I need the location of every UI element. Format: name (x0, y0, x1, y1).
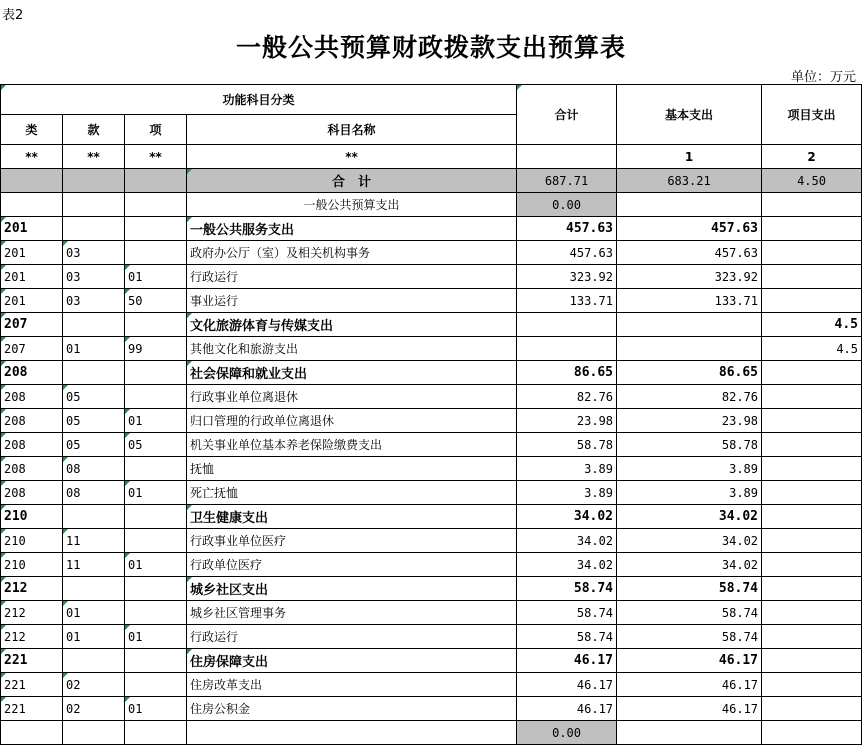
cell-basic: 457.63 (617, 241, 762, 265)
cell-lei: 207 (1, 313, 63, 337)
cell-xiang: 01 (125, 553, 187, 577)
cell-lei: 210 (1, 553, 63, 577)
cell-basic: 34.02 (617, 505, 762, 529)
footer-xiang (125, 721, 187, 745)
cell-basic: 86.65 (617, 361, 762, 385)
cell-xiang: 01 (125, 409, 187, 433)
cell-total: 457.63 (517, 241, 617, 265)
table-row (1, 553, 862, 577)
cell-project (762, 433, 862, 457)
cell-kuan: 02 (63, 697, 125, 721)
cell-xiang (125, 313, 187, 337)
unit-label: 单位：万元 (790, 70, 856, 85)
table-row (1, 385, 862, 409)
cell-lei: 208 (1, 361, 63, 385)
cell-total: 58.74 (517, 577, 617, 601)
header-row-1 (1, 85, 862, 115)
cell-lei: 207 (1, 337, 63, 361)
cell-lei: 208 (1, 481, 63, 505)
cell-kuan: 05 (63, 409, 125, 433)
cell-total: 3.89 (517, 457, 617, 481)
cell-basic: 34.02 (617, 553, 762, 577)
footer-total: 0.00 (517, 721, 617, 745)
cell-basic: 58.78 (617, 433, 762, 457)
cell-lei: 201 (1, 241, 63, 265)
header-project: 项目支出 (762, 85, 862, 145)
cell-project: 4.5 (762, 337, 862, 361)
cell-xiang (125, 601, 187, 625)
sheet-label: 表2 (2, 8, 24, 23)
cell-lei: 221 (1, 649, 63, 673)
cell-lei: 201 (1, 217, 63, 241)
cell-kuan: 05 (63, 433, 125, 457)
cell-basic: 3.89 (617, 481, 762, 505)
section-blank-basic (617, 193, 762, 217)
cell-project (762, 601, 862, 625)
index-name: ** (187, 145, 517, 169)
cell-kuan: 01 (63, 601, 125, 625)
cell-kuan: 11 (63, 553, 125, 577)
section-label: 一般公共预算支出 (187, 193, 517, 217)
cell-lei: 210 (1, 529, 63, 553)
cell-lei: 208 (1, 433, 63, 457)
cell-kuan: 02 (63, 673, 125, 697)
cell-total: 133.71 (517, 289, 617, 313)
table-row (1, 433, 862, 457)
index-row (1, 145, 862, 169)
cell-lei: 208 (1, 457, 63, 481)
cell-project (762, 457, 862, 481)
cell-kuan: 08 (63, 481, 125, 505)
cell-basic: 323.92 (617, 265, 762, 289)
cell-lei: 221 (1, 697, 63, 721)
footer-kuan (63, 721, 125, 745)
table-row (1, 361, 862, 385)
section-row (1, 193, 862, 217)
cell-xiang: 01 (125, 481, 187, 505)
footer-lei (1, 721, 63, 745)
cell-project (762, 265, 862, 289)
cell-kuan: 05 (63, 385, 125, 409)
table-row (1, 265, 862, 289)
section-total: 0.00 (517, 193, 617, 217)
cell-kuan: 01 (63, 337, 125, 361)
cell-total: 34.02 (517, 553, 617, 577)
grand-total-project: 4.50 (762, 169, 862, 193)
footer-basic (617, 721, 762, 745)
cell-kuan: 01 (63, 625, 125, 649)
cell-name: 城乡社区支出 (187, 577, 517, 601)
header-basic: 基本支出 (617, 85, 762, 145)
cell-name: 其他文化和旅游支出 (187, 337, 517, 361)
total-blank-kuan (63, 169, 125, 193)
cell-basic (617, 337, 762, 361)
cell-basic: 82.76 (617, 385, 762, 409)
cell-name: 归口管理的行政单位离退休 (187, 409, 517, 433)
grand-total-row (1, 169, 862, 193)
cell-total (517, 337, 617, 361)
table-row (1, 601, 862, 625)
grand-total-basic: 683.21 (617, 169, 762, 193)
cell-name: 政府办公厅（室）及相关机构事务 (187, 241, 517, 265)
footer-name (187, 721, 517, 745)
cell-total: 34.02 (517, 529, 617, 553)
cell-total: 46.17 (517, 673, 617, 697)
cell-kuan (63, 577, 125, 601)
cell-name: 住房改革支出 (187, 673, 517, 697)
cell-kuan: 03 (63, 265, 125, 289)
cell-basic: 457.63 (617, 217, 762, 241)
cell-total: 46.17 (517, 649, 617, 673)
header-function-group: 功能科目分类 (1, 85, 517, 115)
cell-project (762, 505, 862, 529)
total-blank-lei (1, 169, 63, 193)
cell-xiang (125, 241, 187, 265)
cell-total: 46.17 (517, 697, 617, 721)
cell-xiang (125, 385, 187, 409)
cell-kuan (63, 649, 125, 673)
cell-total: 3.89 (517, 481, 617, 505)
cell-name: 住房公积金 (187, 697, 517, 721)
cell-name: 一般公共服务支出 (187, 217, 517, 241)
cell-project (762, 481, 862, 505)
cell-basic: 46.17 (617, 673, 762, 697)
header-total: 合计 (517, 85, 617, 145)
cell-name: 行政单位医疗 (187, 553, 517, 577)
table-row (1, 481, 862, 505)
cell-project (762, 673, 862, 697)
cell-total: 323.92 (517, 265, 617, 289)
cell-total: 34.02 (517, 505, 617, 529)
cell-project (762, 577, 862, 601)
cell-basic: 58.74 (617, 577, 762, 601)
cell-xiang (125, 529, 187, 553)
table-row (1, 241, 862, 265)
header-kuan: 款 (63, 115, 125, 145)
cell-name: 住房保障支出 (187, 649, 517, 673)
cell-name: 死亡抚恤 (187, 481, 517, 505)
cell-kuan (63, 361, 125, 385)
cell-basic: 46.17 (617, 649, 762, 673)
cell-project (762, 361, 862, 385)
cell-xiang: 01 (125, 697, 187, 721)
cell-project (762, 625, 862, 649)
cell-kuan: 08 (63, 457, 125, 481)
header-name: 科目名称 (187, 115, 517, 145)
cell-basic (617, 313, 762, 337)
cell-xiang (125, 217, 187, 241)
cell-xiang: 05 (125, 433, 187, 457)
cell-lei: 210 (1, 505, 63, 529)
grand-total-value: 687.71 (517, 169, 617, 193)
cell-name: 抚恤 (187, 457, 517, 481)
cell-total: 457.63 (517, 217, 617, 241)
cell-basic: 46.17 (617, 697, 762, 721)
cell-lei: 212 (1, 601, 63, 625)
cell-total: 86.65 (517, 361, 617, 385)
cell-name: 行政运行 (187, 625, 517, 649)
cell-name: 行政运行 (187, 265, 517, 289)
header-xiang: 项 (125, 115, 187, 145)
table-row (1, 289, 862, 313)
cell-kuan (63, 313, 125, 337)
cell-total: 23.98 (517, 409, 617, 433)
cell-lei: 221 (1, 673, 63, 697)
cell-xiang (125, 505, 187, 529)
header-lei: 类 (1, 115, 63, 145)
cell-xiang (125, 361, 187, 385)
total-blank-xiang (125, 169, 187, 193)
cell-name: 行政事业单位离退休 (187, 385, 517, 409)
cell-lei: 201 (1, 289, 63, 313)
cell-project (762, 409, 862, 433)
cell-project (762, 385, 862, 409)
index-project: 2 (762, 145, 862, 169)
cell-total (517, 313, 617, 337)
page-title: 一般公共预算财政拨款支出预算表 (235, 33, 626, 62)
cell-basic: 23.98 (617, 409, 762, 433)
index-kuan: ** (63, 145, 125, 169)
cell-project (762, 217, 862, 241)
cell-lei: 201 (1, 265, 63, 289)
cell-kuan: 03 (63, 289, 125, 313)
table-row (1, 577, 862, 601)
section-blank-project (762, 193, 862, 217)
cell-basic: 3.89 (617, 457, 762, 481)
table-row (1, 457, 862, 481)
table-row (1, 697, 862, 721)
cell-basic: 58.74 (617, 601, 762, 625)
cell-kuan: 11 (63, 529, 125, 553)
table-row (1, 529, 862, 553)
budget-table (0, 84, 862, 745)
cell-project (762, 649, 862, 673)
section-blank-xiang (125, 193, 187, 217)
cell-xiang: 01 (125, 265, 187, 289)
cell-kuan (63, 217, 125, 241)
cell-lei: 208 (1, 409, 63, 433)
cell-project (762, 553, 862, 577)
cell-lei: 212 (1, 577, 63, 601)
cell-total: 82.76 (517, 385, 617, 409)
cell-total: 58.74 (517, 601, 617, 625)
cell-name: 卫生健康支出 (187, 505, 517, 529)
table-row (1, 673, 862, 697)
index-xiang: ** (125, 145, 187, 169)
cell-xiang: 01 (125, 625, 187, 649)
cell-kuan: 03 (63, 241, 125, 265)
cell-name: 事业运行 (187, 289, 517, 313)
cell-name: 文化旅游体育与传媒支出 (187, 313, 517, 337)
cell-xiang (125, 457, 187, 481)
cell-kuan (63, 505, 125, 529)
cell-project: 4.5 (762, 313, 862, 337)
cell-xiang: 99 (125, 337, 187, 361)
table-row (1, 337, 862, 361)
cell-project (762, 289, 862, 313)
footer-project (762, 721, 862, 745)
table-row (1, 625, 862, 649)
table-row (1, 313, 862, 337)
cell-xiang (125, 577, 187, 601)
cell-lei: 208 (1, 385, 63, 409)
table-row (1, 505, 862, 529)
table-row (1, 217, 862, 241)
section-blank-kuan (63, 193, 125, 217)
cell-project (762, 241, 862, 265)
cell-project (762, 697, 862, 721)
cell-total: 58.78 (517, 433, 617, 457)
cell-xiang (125, 649, 187, 673)
index-lei: ** (1, 145, 63, 169)
cell-name: 机关事业单位基本养老保险缴费支出 (187, 433, 517, 457)
cell-name: 城乡社区管理事务 (187, 601, 517, 625)
cell-basic: 58.74 (617, 625, 762, 649)
cell-name: 社会保障和就业支出 (187, 361, 517, 385)
table-row (1, 649, 862, 673)
index-basic: 1 (617, 145, 762, 169)
cell-project (762, 529, 862, 553)
index-total (517, 145, 617, 169)
cell-xiang: 50 (125, 289, 187, 313)
cell-name: 行政事业单位医疗 (187, 529, 517, 553)
grand-total-label: 合 计 (187, 169, 517, 193)
cell-basic: 133.71 (617, 289, 762, 313)
cell-basic: 34.02 (617, 529, 762, 553)
cell-xiang (125, 673, 187, 697)
cell-lei: 212 (1, 625, 63, 649)
section-blank-lei (1, 193, 63, 217)
table-row (1, 409, 862, 433)
footer-row (1, 721, 862, 745)
cell-total: 58.74 (517, 625, 617, 649)
